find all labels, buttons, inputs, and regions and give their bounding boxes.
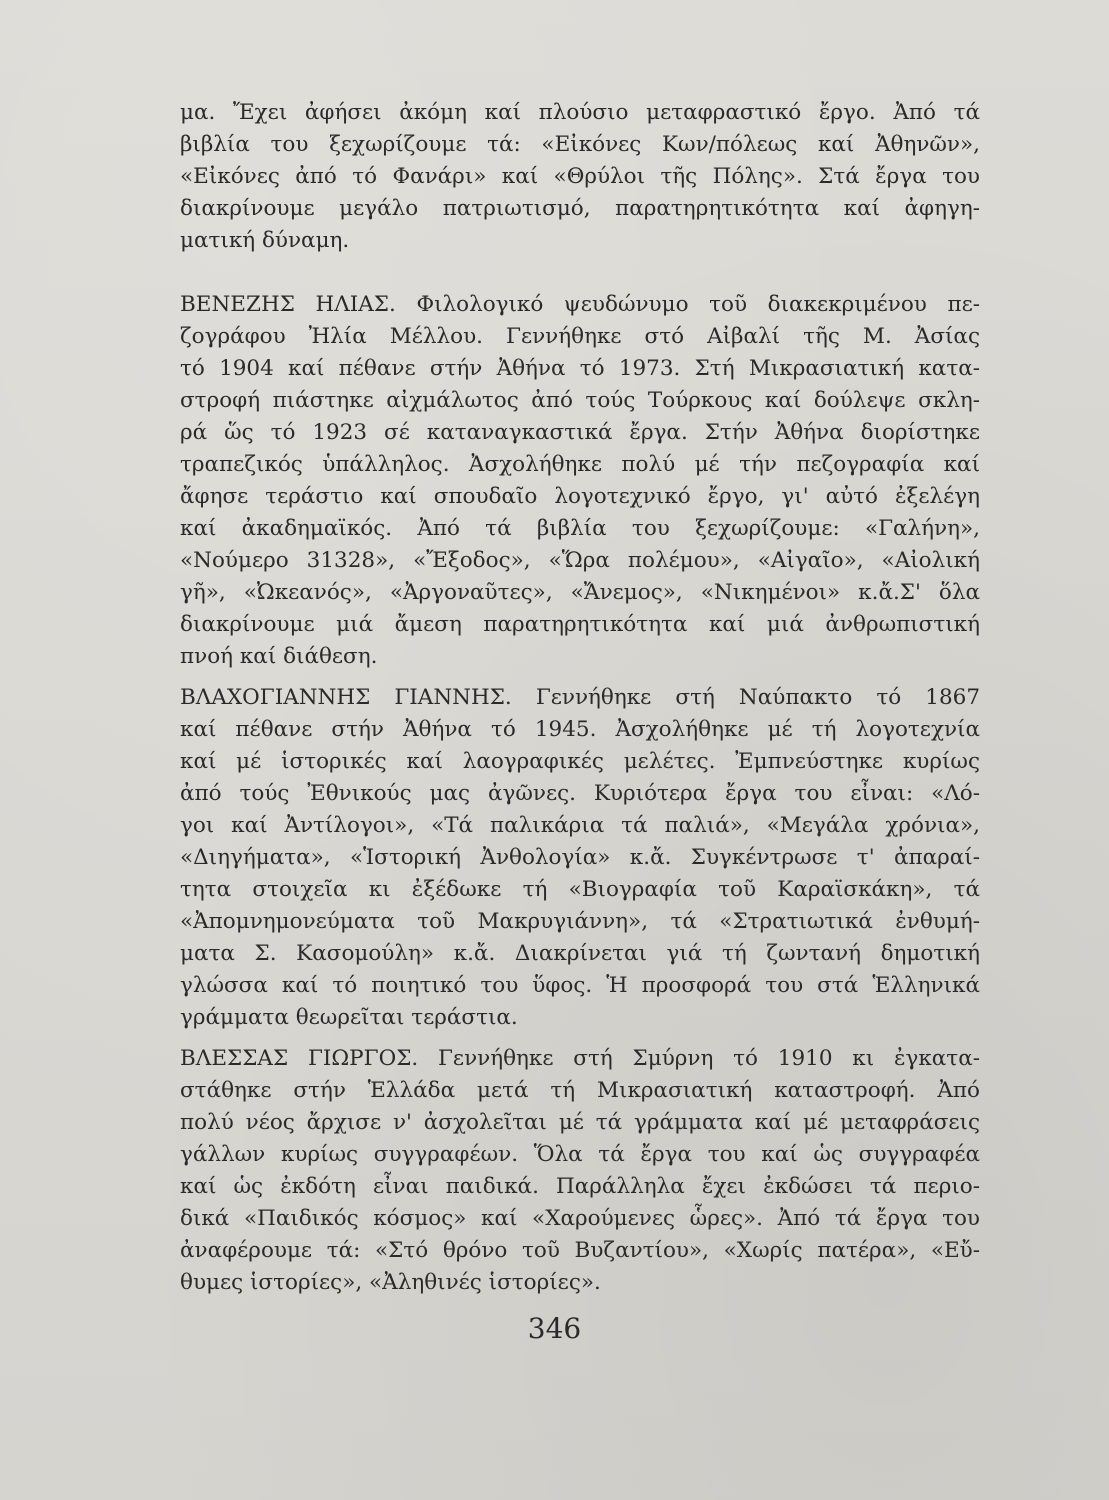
text-line: τητα στοιχεῖα κι ἐξέδωκε τή «Βιογραφία τοῦ Καραϊσκάκη», τά: [180, 877, 980, 902]
text-line: «Νούμερο 31328», «Ἔξοδος», «Ὥρα πολέμου», «Αἰγαῖο», «Αἰολική: [180, 548, 980, 573]
text-line: ζογράφου Ἠλία Μέλλου. Γεννήθηκε στό Αἰβαλί τῆς Μ. Ἀσίας: [180, 324, 980, 349]
page-number: 346: [527, 1312, 582, 1345]
entry-vlachogiannis-giannis: [180, 682, 980, 1034]
text-line: διακρίνουμε μιά ἄμεση παρατηρητικότητα καί μιά ἀνθρωπιστική: [180, 612, 980, 637]
text-line: πολύ νέος ἄρχισε ν' ἀσχολεῖται μέ τά γράμματα καί μέ μεταφράσεις: [180, 1110, 980, 1135]
text-line: τό 1904 καί πέθανε στήν Ἀθήνα τό 1973. Στή Μικρασιατική κατα-: [180, 356, 980, 381]
text-line: καί μέ ἱστορικές καί λαογραφικές μελέτες. Ἐμπνεύστηκε κυρίως: [180, 749, 980, 774]
text-line: γοι καί Ἀντίλογοι», «Τά παλικάρια τά παλιά», «Μεγάλα χρόνια»,: [180, 813, 980, 838]
paragraph-intro: [180, 97, 980, 257]
text-line: «Διηγήματα», «Ἱστορική Ἀνθολογία» κ.ἄ. Συγκέντρωσε τ' ἀπαραί-: [180, 845, 980, 870]
text-line: ΒΕΝΕΖΗΣ ΗΛΙΑΣ. Φιλολογικό ψευδώνυμο τοῦ διακεκριμένου πε-: [180, 292, 980, 317]
text-line: ματική δύναμη.: [180, 228, 350, 253]
text-line: ἄφησε τεράστιο καί σπουδαῖο λογοτεχνικό ἔργο, γι' αὐτό ἐξελέγη: [180, 484, 980, 509]
text-line: θυμες ἱστορίες», «Ἀληθινές ἱστορίες».: [180, 1270, 601, 1295]
text-line: ρά ὥς τό 1923 σέ καταναγκαστικά ἔργα. Στήν Ἀθήνα διορίστηκε: [180, 420, 980, 445]
text-line: τραπεζικός ὑπάλληλος. Ἀσχολήθηκε πολύ μέ τήν πεζογραφία καί: [180, 452, 980, 477]
text-line: ματα Σ. Κασομούλη» κ.ἄ. Διακρίνεται γιά τή ζωντανή δημοτική: [180, 941, 980, 966]
text-line: στάθηκε στήν Ἑλλάδα μετά τή Μικρασιατική καταστροφή. Ἀπό: [180, 1078, 980, 1103]
text-line: βιβλία του ξεχωρίζουμε τά: «Εἰκόνες Κων/πόλεως καί Ἀθηνῶν»,: [180, 132, 980, 157]
text-line: ΒΛΑΧΟΓΙΑΝΝΗΣ ΓΙΑΝΝΗΣ. Γεννήθηκε στή Ναύπακτο τό 1867: [180, 685, 980, 710]
text-line: «Ἀπομνημονεύματα τοῦ Μακρυγιάννη», τά «Στρατιωτικά ἐνθυμή-: [180, 909, 980, 934]
text-line: στροφή πιάστηκε αἰχμάλωτος ἀπό τούς Τούρκους καί δούλεψε σκλη-: [180, 388, 980, 413]
text-line: καί πέθανε στήν Ἀθήνα τό 1945. Ἀσχολήθηκε μέ τή λογοτεχνία: [180, 717, 980, 742]
entry-venezis-ilias: [180, 289, 980, 673]
entry-vlessas-giorgos: [180, 1043, 980, 1299]
text-line: μα. Ἔχει ἀφήσει ἀκόμη καί πλούσιο μεταφραστικό ἔργο. Ἀπό τά: [180, 100, 980, 125]
text-line: ἀπό τούς Ἐθνικούς μας ἀγῶνες. Κυριότερα ἔργα του εἶναι: «Λό-: [180, 781, 980, 806]
text-line: δικά «Παιδικός κόσμος» καί «Χαρούμενες ὧρες». Ἀπό τά ἔργα του: [180, 1206, 980, 1231]
text-line: πνοή καί διάθεση.: [180, 644, 378, 669]
text-line: ΒΛΕΣΣΑΣ ΓΙΩΡΓΟΣ. Γεννήθηκε στή Σμύρνη τό 1910 κι ἐγκατα-: [180, 1046, 980, 1071]
text-line: ἀναφέρουμε τά: «Στό θρόνο τοῦ Βυζαντίου», «Χωρίς πατέρα», «Εὔ-: [180, 1238, 980, 1263]
text-line: γράμματα θεωρεῖται τεράστια.: [180, 1005, 518, 1030]
text-line: γῆ», «Ὠκεανός», «Ἀργοναῦτες», «Ἄνεμος», «Νικημένοι» κ.ἄ.Σ' ὅλα: [180, 580, 980, 605]
text-line: διακρίνουμε μεγάλο πατριωτισμό, παρατηρητικότητα καί ἀφηγη-: [180, 196, 980, 221]
text-line: καί ἀκαδημαϊκός. Ἀπό τά βιβλία του ξεχωρίζουμε: «Γαλήνη»,: [180, 516, 980, 541]
text-line: καί ὡς ἐκδότη εἶναι παιδικά. Παράλληλα ἔχει ἐκδώσει τά περιο-: [180, 1174, 980, 1199]
text-line: γλώσσα καί τό ποιητικό του ὕφος. Ἡ προσφορά του στά Ἑλληνικά: [180, 973, 980, 998]
text-line: γάλλων κυρίως συγγραφέων. Ὅλα τά ἔργα του καί ὡς συγγραφέα: [180, 1142, 980, 1167]
text-line: «Εἰκόνες ἀπό τό Φανάρι» καί «Θρύλοι τῆς Πόλης». Στά ἔργα του: [180, 164, 980, 189]
